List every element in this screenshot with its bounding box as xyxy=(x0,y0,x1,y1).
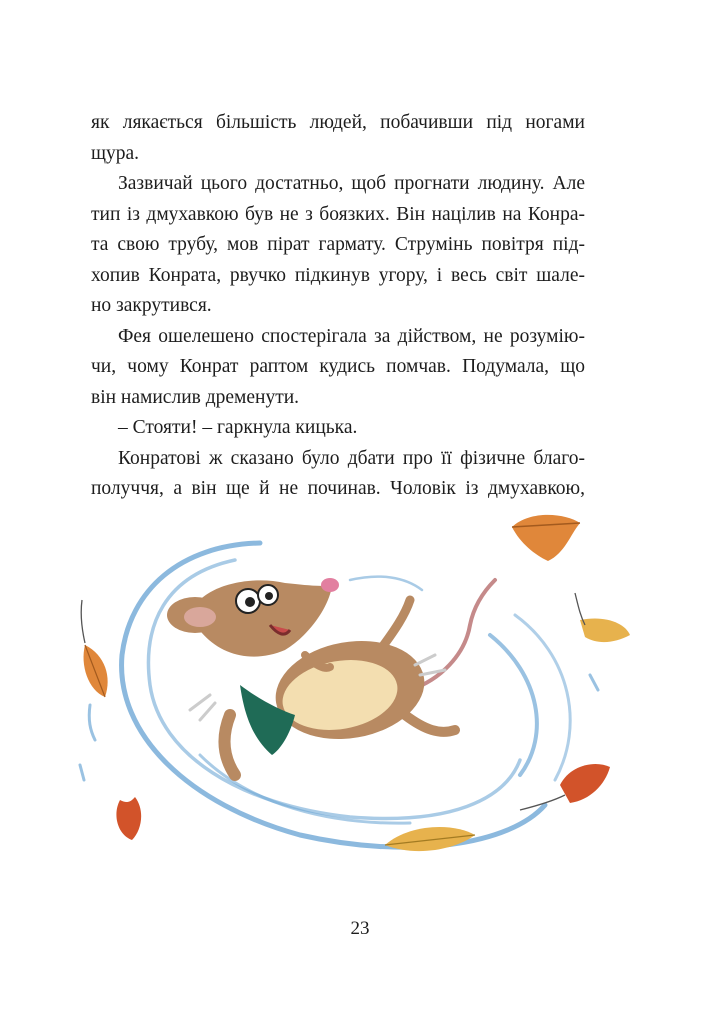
leaf-icon xyxy=(512,515,580,561)
text-line: Конратові ж сказано було дбати про її фізичне благо- xyxy=(118,447,585,469)
text-line: як лякається більшість людей, побачивши під ногами xyxy=(91,112,585,133)
leaf-icon xyxy=(575,593,630,642)
leaf-icon xyxy=(116,797,141,840)
text-line: чи, чому Конрат раптом кудись помчав. Подумала, що xyxy=(91,356,585,377)
text-line: тип із дмухавкою був не з боязких. Він націлив на Конра- xyxy=(91,203,585,225)
leaf-icon xyxy=(520,764,610,810)
text-line: хопив Конрата, рвучко підкинув угору, і весь світ шале- xyxy=(91,264,585,286)
text-line: Фея ошелешено спостерігала за дійством, не розумію- xyxy=(118,325,585,347)
text-line: Зазвичай цього достатньо, щоб прогнати людину. Але xyxy=(118,173,585,194)
page-number: 23 xyxy=(350,918,370,939)
text-line: – Стояти! – гаркнула кицька. xyxy=(118,417,358,438)
text-line: получчя, а він ще й не починав. Чоловік із дмухавкою, xyxy=(91,478,585,499)
body-text xyxy=(91,108,585,505)
text-line: щура. xyxy=(91,142,140,164)
text-line: но закрутився. xyxy=(91,295,212,316)
leaf-icon xyxy=(81,600,107,697)
text-line: він намислив дременути. xyxy=(91,386,300,408)
rat-icon xyxy=(167,578,495,775)
text-line: та свою трубу, мов пірат гармату. Струмінь повітря під- xyxy=(91,234,585,255)
leaf-icon xyxy=(385,827,475,851)
rat-spinning-illustration xyxy=(50,505,650,885)
